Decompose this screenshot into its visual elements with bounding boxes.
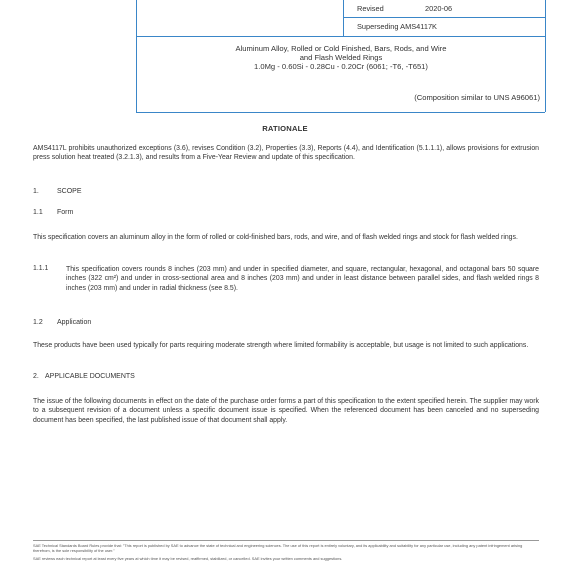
composition-note: (Composition similar to UNS A96061) <box>414 93 540 102</box>
section-2-title: APPLICABLE DOCUMENTS <box>45 373 135 380</box>
section-1-1-1-text: This specification covers rounds 8 inches (203 mm) and under in specified diameter, and square, rectangular, hexagonal, and octagonal bars 50 square inches (322 cm²) and under in cross-sectional area and 8 inches (203 mm) and under in least distance between parallel sides, and flash welded rings 8 inches (203 mm) and under in radial thickness (see 8.5). <box>66 266 539 292</box>
header-rule-bottom <box>136 112 545 113</box>
section-2-number: 2. <box>33 373 39 380</box>
revised-label: Revised <box>357 4 384 13</box>
section-1-number: 1. <box>33 188 39 195</box>
title-line-2: and Flash Welded Rings <box>299 53 383 62</box>
header-rule-mid <box>136 36 545 37</box>
rationale-text: AMS4117L prohibits unauthorized exceptions (3.6), revises Condition (3.2), Properties (3.3), Reports (4.4), and Identification (5.1.1.1), allows provisions for extrusion press solution heat treated (3.2.1.3), and results from a Five-Year Review and update of this specification. <box>33 145 539 162</box>
title-line-3: 1.0Mg - 0.60Si - 0.28Cu - 0.20Cr (6061; -T6, -T651) <box>254 62 428 71</box>
section-2-text: The issue of the following documents in effect on the date of the purchase order forms a part of this specification to the extent specified herein. The supplier may work to a subsequent revision of a document unless a specific document issue is specified. When the referenced document has been canceled and no superseding document has been specified, the last published issue of that document shall apply. <box>33 398 539 424</box>
section-1-2-heading <box>33 319 91 326</box>
header-divider-right <box>545 0 546 112</box>
section-1-2-title: Application <box>57 319 92 326</box>
section-1-1-number: 1.1 <box>33 209 43 216</box>
section-1-1-text: This specification covers an aluminum alloy in the form of rolled or cold-finished bars, rods, and wire, and of flash welded rings and stock for flash welded rings. <box>33 234 518 241</box>
section-2-heading <box>33 373 135 380</box>
section-1-1-1-number: 1.1.1 <box>33 265 49 272</box>
section-1-2-number: 1.2 <box>33 319 43 326</box>
header-rule-top <box>343 17 545 18</box>
title-line-1: Aluminum Alloy, Rolled or Cold Finished, Bars, Rods, and Wire <box>235 44 447 53</box>
footer-disclaimer: SAE Technical Standards Board Rules provide that: "This report is published by SAE to advance the state of technical and engineering sciences. The use of this report is entirely voluntary, and its applicability and suitability for any particular use, including any patent infringement arising therefrom, is the sole responsibility of the user." <box>33 543 523 553</box>
section-1-1-title: Form <box>57 209 74 216</box>
rationale-heading: RATIONALE <box>262 124 308 133</box>
superseding-label: Superseding AMS4117K <box>357 22 437 31</box>
header-divider-middle <box>343 0 344 36</box>
section-1-heading <box>33 188 82 195</box>
revised-date: 2020-06 <box>425 4 453 13</box>
footer-review-note: SAE reviews each technical report at least every five years at which time it may be revised, reaffirmed, stabilized, or cancelled. SAE invites your written comments and suggestions. <box>33 556 343 561</box>
spec-title <box>137 44 545 71</box>
section-1-2-text: These products have been used typically for parts requiring moderate strength where limited formability is acceptable, but usage is not limited to such applications. <box>33 342 529 349</box>
section-1-1-heading <box>33 209 73 216</box>
section-1-title: SCOPE <box>57 188 82 195</box>
footer-rule <box>33 540 539 541</box>
